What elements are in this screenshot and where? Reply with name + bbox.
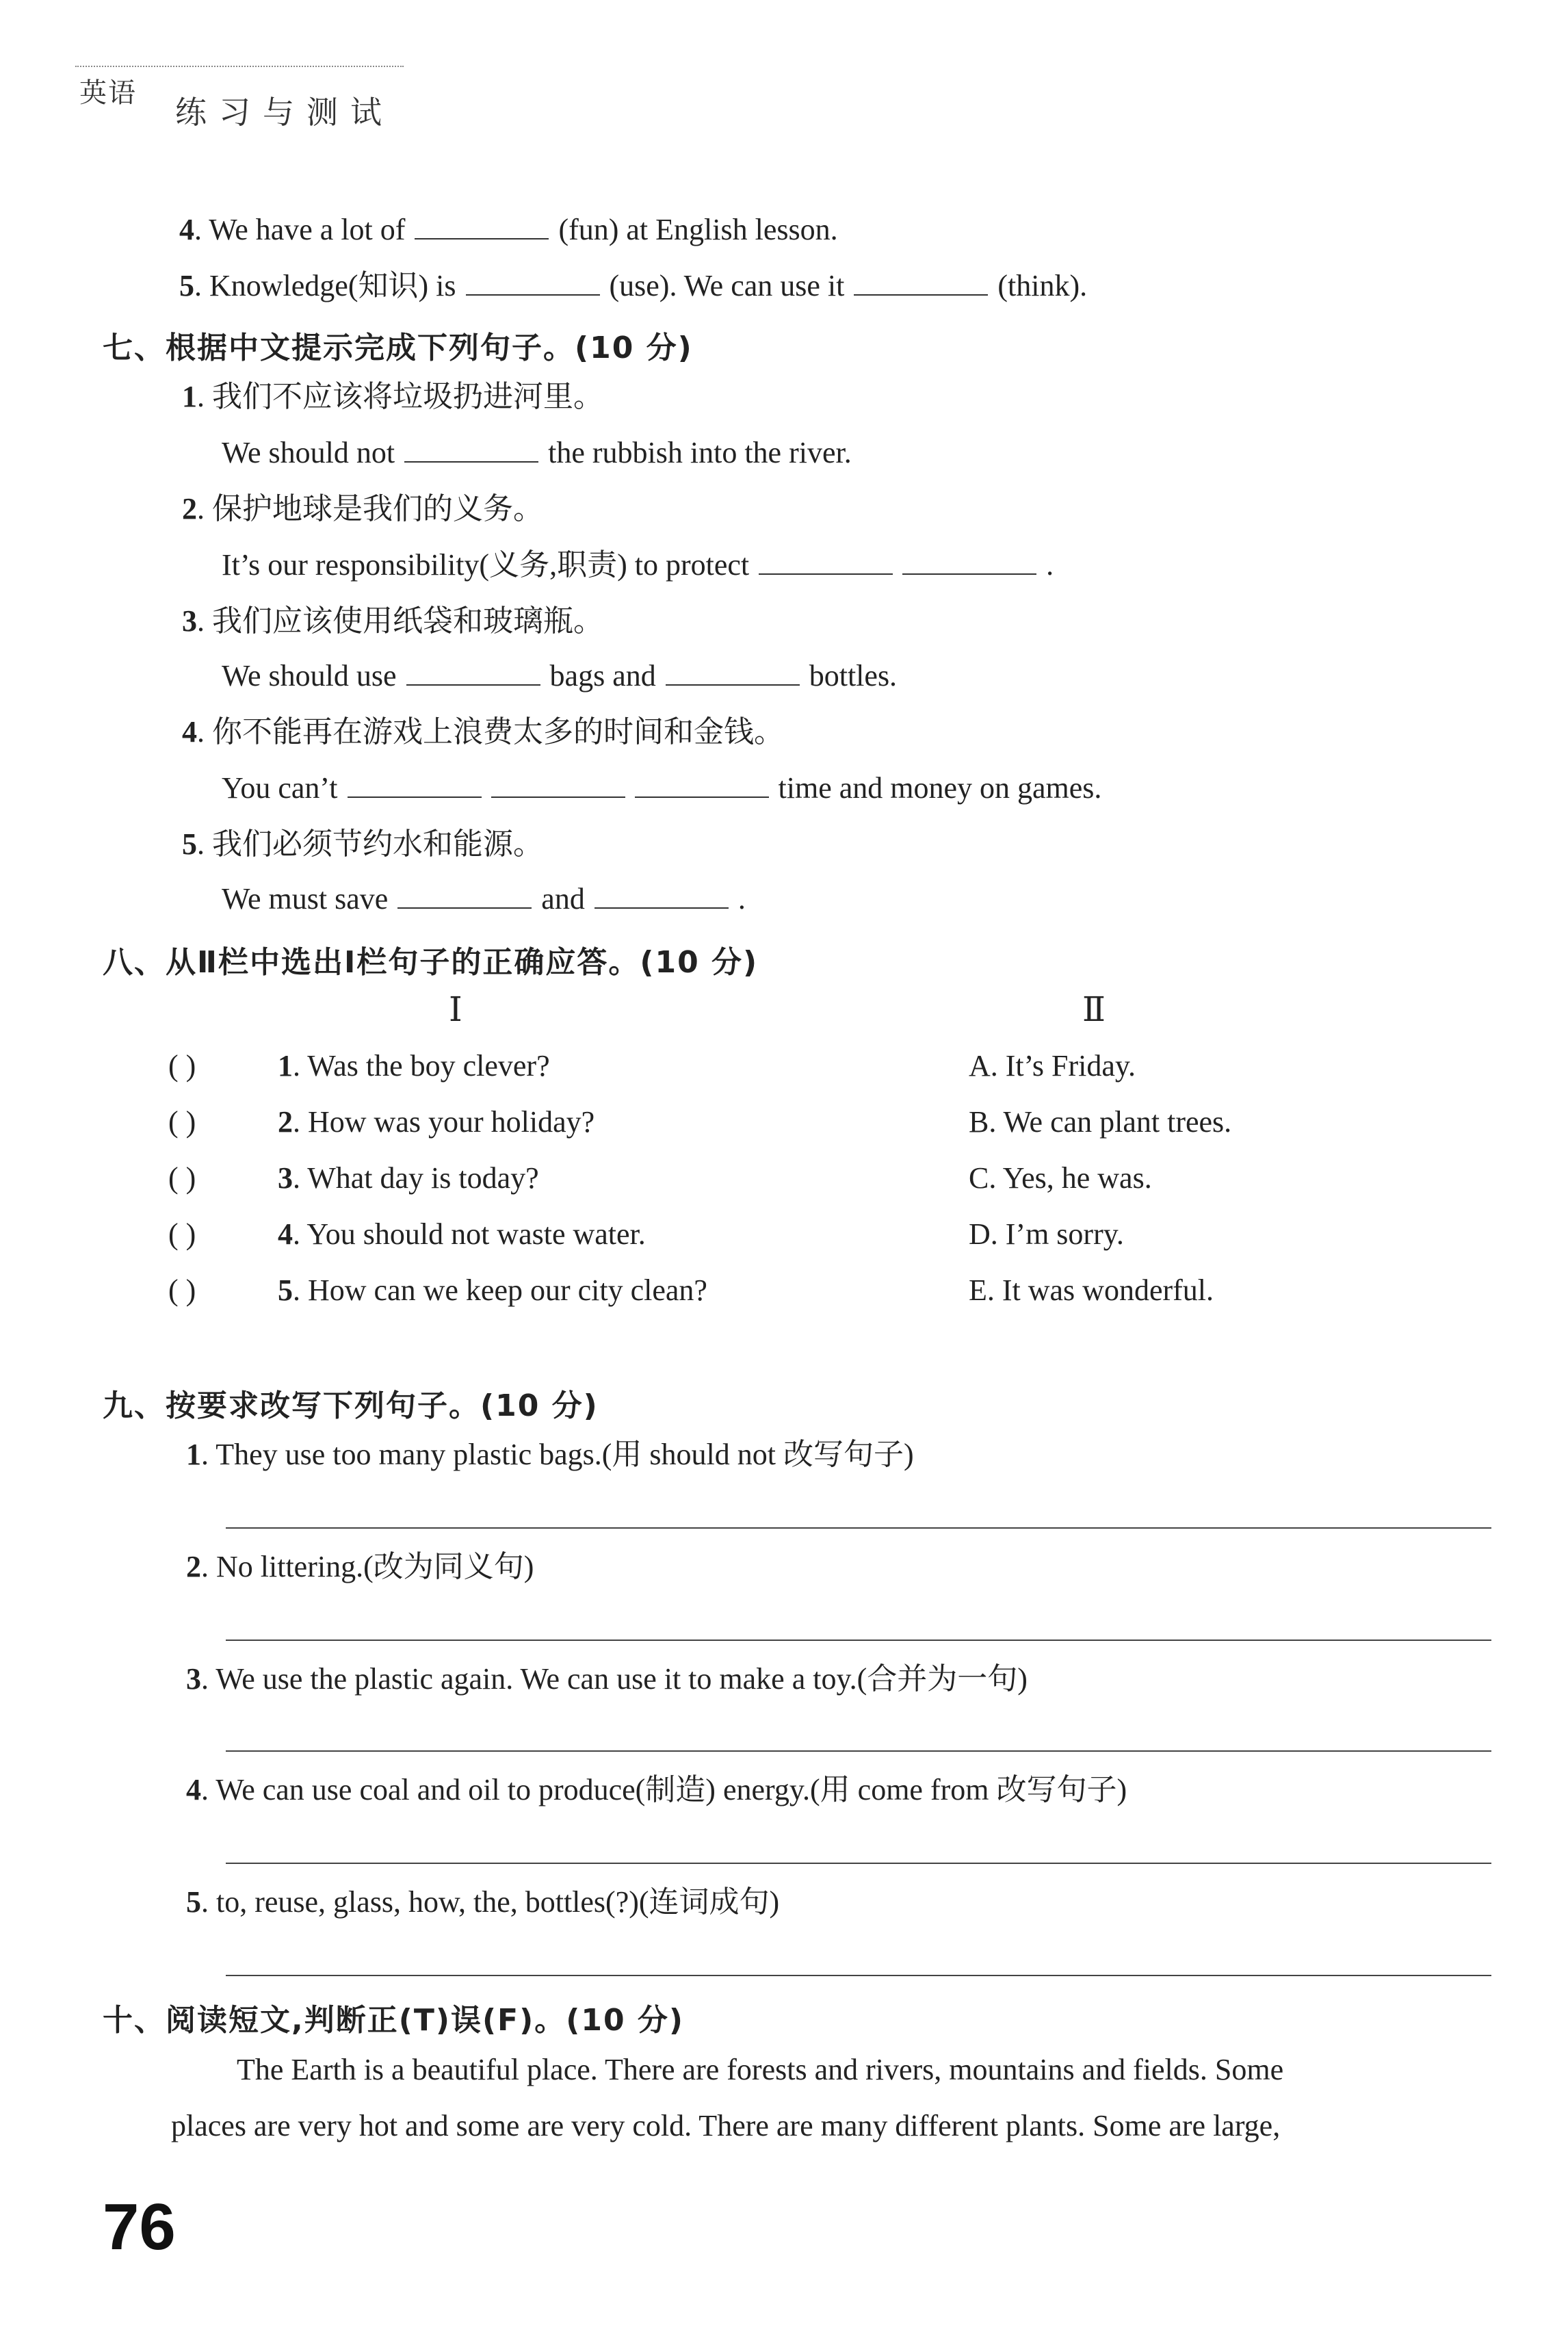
option-d: D. I’m sorry. [969, 1217, 1124, 1251]
section-8-title: 八、从Ⅱ栏中选出Ⅰ栏句子的正确应答。(10 分) [103, 945, 759, 980]
answer-paren[interactable]: ( ) [168, 1105, 196, 1139]
s7-item-1-english: We should not the rubbish into the river. [222, 434, 852, 472]
answer-line[interactable] [226, 1863, 1491, 1864]
s6-question-4: 4. We have a lot of (fun) at English lesson. [179, 211, 838, 249]
s9-item-2: 2. No littering.(改为同义句) [186, 1550, 534, 1583]
blank[interactable] [415, 211, 549, 239]
blank[interactable] [406, 657, 540, 686]
s9-item-4: 4. We can use coal and oil to produce(制造) energy.(用 come from 改写句子) [186, 1773, 1127, 1806]
answer-paren[interactable]: ( ) [168, 1161, 196, 1195]
s7-item-4-chinese: 4. 你不能再在游戏上浪费太多的时间和金钱。 [182, 715, 784, 749]
option-c: C. Yes, he was. [969, 1161, 1152, 1195]
s9-item-5: 5. to, reuse, glass, how, the, bottles(?)(连词成句) [186, 1885, 780, 1919]
option-b: B. We can plant trees. [969, 1105, 1232, 1139]
option-a: A. It’s Friday. [969, 1049, 1136, 1083]
answer-paren[interactable]: ( ) [168, 1049, 196, 1083]
s7-item-1-chinese: 1. 我们不应该将垃圾扔进河里。 [182, 380, 603, 413]
s7-item-3-english: We should use bags and bottles. [222, 657, 897, 695]
s9-item-1: 1. They use too many plastic bags.(用 should not 改写句子) [186, 1438, 914, 1471]
column-2-heading: Ⅱ [1082, 990, 1106, 1028]
s7-item-5-chinese: 5. 我们必须节约水和能源。 [182, 827, 543, 861]
blank[interactable] [635, 769, 769, 798]
match-row-4: ( ) 4. You should not waste water. [168, 1215, 646, 1254]
blank[interactable] [397, 880, 532, 909]
header-title: 练习与测试 [175, 94, 394, 131]
answer-line[interactable] [226, 1640, 1491, 1641]
answer-paren[interactable]: ( ) [168, 1273, 196, 1307]
blank[interactable] [854, 267, 988, 296]
blank[interactable] [491, 769, 625, 798]
header-subject: 英语 [79, 77, 137, 109]
s7-item-3-chinese: 3. 我们应该使用纸袋和玻璃瓶。 [182, 604, 603, 638]
section-10-title: 十、阅读短文,判断正(T)误(F)。(10 分) [103, 2003, 684, 2038]
passage-line-2: places are very hot and some are very cold. There are many different plants. Some are large, [171, 2109, 1281, 2142]
answer-line[interactable] [226, 1527, 1491, 1529]
answer-line[interactable] [226, 1975, 1491, 1976]
blank[interactable] [666, 657, 800, 686]
section-7-title: 七、根据中文提示完成下列句子。(10 分) [103, 331, 693, 365]
s7-item-2-english: It’s our responsibility(义务,职责) to protect . [222, 546, 1054, 584]
match-row-5: ( ) 5. How can we keep our city clean? [168, 1271, 707, 1310]
option-e: E. It was wonderful. [969, 1273, 1214, 1307]
s7-item-2-chinese: 2. 保护地球是我们的义务。 [182, 492, 543, 526]
s7-item-4-english: You can’t time and money on games. [222, 769, 1101, 807]
page-number: 76 [103, 2190, 176, 2264]
passage-line-1: The Earth is a beautiful place. There are forests and rivers, mountains and fields. Some [237, 2053, 1284, 2086]
match-row-1: ( ) 1. Was the boy clever? [168, 1047, 550, 1085]
reading-passage [171, 2042, 1491, 2154]
blank[interactable] [594, 880, 729, 909]
s9-item-3: 3. We use the plastic again. We can use it to make a toy.(合并为一句) [186, 1662, 1028, 1696]
blank[interactable] [348, 769, 482, 798]
s7-item-5-english: We must save and . [222, 880, 746, 918]
s6-question-5: 5. Knowledge(知识) is (use). We can use it (think). [179, 267, 1087, 305]
column-1-heading: Ⅰ [449, 990, 462, 1028]
answer-paren[interactable]: ( ) [168, 1217, 196, 1251]
blank[interactable] [466, 267, 600, 296]
match-row-2: ( ) 2. How was your holiday? [168, 1103, 594, 1141]
answer-line[interactable] [226, 1750, 1491, 1752]
section-9-title: 九、按要求改写下列句子。(10 分) [103, 1388, 599, 1423]
blank[interactable] [759, 546, 893, 575]
blank[interactable] [404, 434, 538, 463]
match-row-3: ( ) 3. What day is today? [168, 1159, 539, 1197]
blank[interactable] [902, 546, 1036, 575]
